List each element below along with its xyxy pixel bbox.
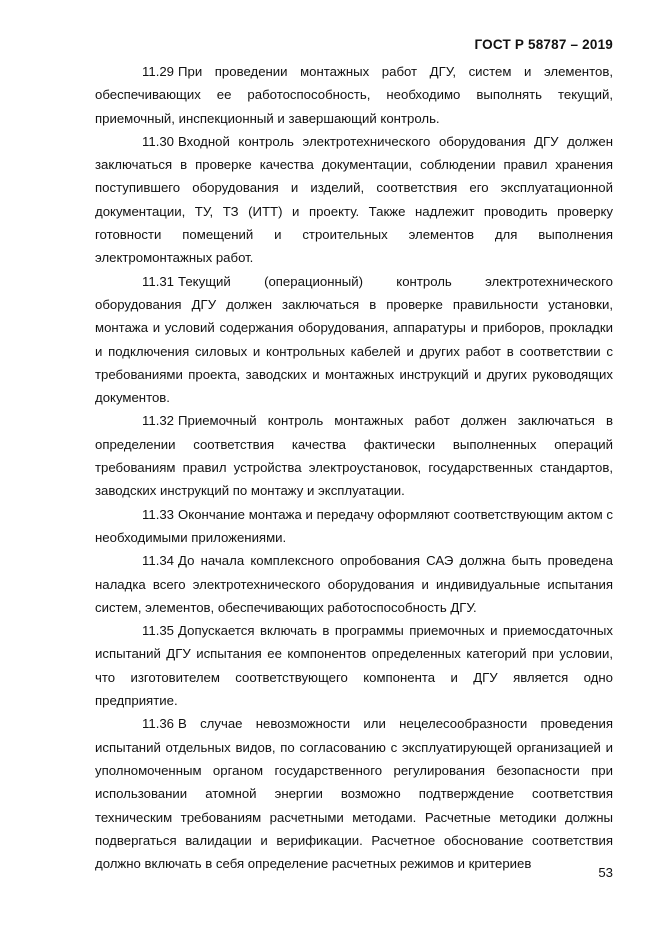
clause-number: 11.30: [142, 133, 175, 149]
paragraph-11-36: [95, 712, 613, 875]
page-number: 53: [598, 865, 613, 880]
clause-text: Входной контроль электротехнического оборудования ДГУ должен заключаться в проверке качества документации, соблюдении правил хранения поступившего оборудования и изделий, соответствия его эксплуатационной документации, ТУ, ТЗ (ИТТ) и проекту. Также надлежит проводить проверку готовности помещений и строительных элементов для выполнения электромонтажных работ.: [95, 133, 613, 266]
clause-text: Окончание монтажа и передачу оформляют соответствующим актом с необходимыми приложениями.: [95, 506, 613, 545]
document-body: [95, 60, 613, 875]
clause-text: В случае невозможности или нецелесообразности проведения испытаний отдельных видов, по согласованию с эксплуатирующей организацией и уполномоченным органом государственного регулирования безопасности при использовании атомной энергии возможно подтверждение соответствия техническим требованиям расчетными методами. Расчетные методики должны подвергаться валидации и верификации. Расчетное обоснование соответствия должно включать в себя определение расчетных режимов и критериев: [95, 716, 613, 872]
paragraph-11-29: [95, 60, 613, 130]
clause-number: 11.34: [142, 553, 175, 569]
clause-text: Текущий (операционный) контроль электротехнического оборудования ДГУ должен заключаться в проверке правильности установки, монтажа и условий содержания оборудования, аппаратуры и приборов, прокладки и подключения силовых и контрольных кабелей и других работ в соответствии с требованиями проекта, заводских и монтажных инструкций и других руководящих документов.: [95, 273, 613, 406]
clause-text: Допускается включать в программы приемочных и приемосдаточных испытаний ДГУ испытания ее компонентов определенных категорий при условии, что изготовителем соответствующего компонента и ДГУ является одно предприятие.: [95, 623, 613, 709]
clause-number: 11.33: [142, 506, 175, 522]
clause-number: 11.35: [142, 623, 175, 639]
paragraph-11-35: [95, 619, 613, 712]
paragraph-11-30: [95, 130, 613, 270]
paragraph-11-31: [95, 270, 613, 410]
clause-number: 11.32: [142, 413, 175, 429]
clause-number: 11.36: [142, 716, 175, 732]
paragraph-11-32: [95, 409, 613, 502]
clause-text: Приемочный контроль монтажных работ должен заключаться в определении соответствия качества фактически выполненных операций требованиям правил устройства электроустановок, государственных стандартов, заводских инструкций по монтажу и эксплуатации.: [95, 413, 613, 499]
paragraph-11-33: [95, 503, 613, 550]
clause-number: 11.31: [142, 273, 175, 289]
paragraph-11-34: [95, 549, 613, 619]
clause-text: До начала комплексного опробования САЭ должна быть проведена наладка всего электротехнического оборудования и индивидуальные испытания систем, элементов, обеспечивающих работоспособность ДГУ.: [95, 553, 613, 615]
document-header-standard-number: ГОСТ Р 58787 – 2019: [474, 37, 613, 52]
clause-text: При проведении монтажных работ ДГУ, систем и элементов, обеспечивающих ее работоспособность, необходимо выполнять текущий, приемочный, инспекционный и завершающий контроль.: [95, 64, 613, 126]
clause-number: 11.29: [142, 64, 175, 79]
